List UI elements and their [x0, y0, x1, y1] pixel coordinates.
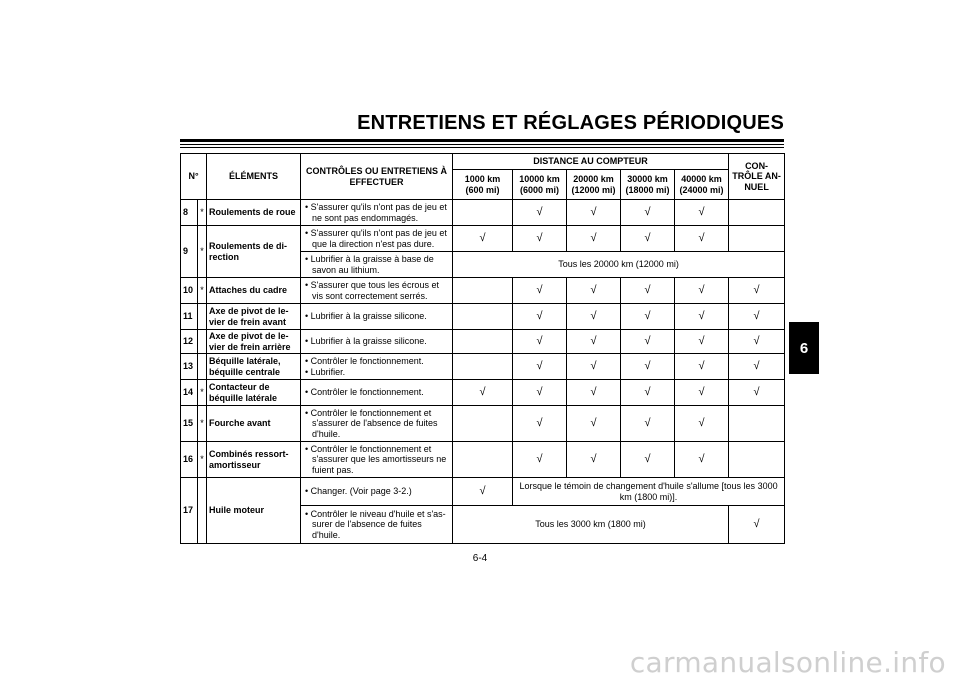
- page-number: 6-4: [472, 553, 488, 564]
- row-number: 15: [181, 406, 198, 442]
- check-cell: [729, 200, 785, 226]
- check-cell: [729, 406, 785, 442]
- interval-note: Lorsque le témoin de changement d'huile s'allume [tous les 3000 km (1800 mi)].: [513, 478, 785, 506]
- check-cell: √: [513, 330, 567, 354]
- row-number: 13: [181, 354, 198, 380]
- header-distance-30000: 30000 km (18000 mi): [621, 170, 675, 200]
- check-cell: [453, 442, 513, 478]
- header-distance-20000: 20000 km (12000 mi): [567, 170, 621, 200]
- table-row: [181, 226, 785, 252]
- row-element: Roulements de roue: [207, 200, 301, 226]
- row-number: 16: [181, 442, 198, 478]
- row-action: [301, 278, 453, 304]
- table-row: [181, 330, 785, 354]
- row-element: Béquille latérale, béquille centrale: [207, 354, 301, 380]
- header-distance-1000: 1000 km (600 mi): [453, 170, 513, 200]
- action-text: • Lubrifier à la graisse silicone.: [305, 336, 427, 347]
- check-cell: √: [729, 330, 785, 354]
- row-star: [198, 330, 207, 354]
- row-star: *: [198, 442, 207, 478]
- check-cell: [453, 278, 513, 304]
- header-distance: DISTANCE AU COMPTEUR: [453, 154, 729, 170]
- check-cell: √: [729, 380, 785, 406]
- row-star: [198, 478, 207, 544]
- check-cell: √: [621, 442, 675, 478]
- action-text: • Contrôler le fonctionnement.: [305, 387, 424, 398]
- check-cell: √: [621, 380, 675, 406]
- check-cell: √: [567, 304, 621, 330]
- row-action: [301, 442, 453, 478]
- row-star: *: [198, 200, 207, 226]
- row-star: *: [198, 278, 207, 304]
- action-text: • Contrôler le fonctionnement et s'assurer de l'absence de fuites d'huile.: [305, 407, 438, 439]
- row-number: 8: [181, 200, 198, 226]
- table-row: [181, 354, 785, 380]
- row-number: 14: [181, 380, 198, 406]
- check-cell: [453, 406, 513, 442]
- check-cell: √: [675, 442, 729, 478]
- check-cell: √: [675, 200, 729, 226]
- row-action: [301, 252, 453, 278]
- row-element: Contacteur de béquille latérale: [207, 380, 301, 406]
- row-number: 9: [181, 226, 198, 278]
- check-cell: √: [567, 278, 621, 304]
- check-cell: √: [567, 226, 621, 252]
- check-cell: √: [513, 354, 567, 380]
- action-text: • S'assurer qu'ils n'ont pas de jeu et que la direction n'est pas dure.: [305, 228, 447, 249]
- row-element: Attaches du cadre: [207, 278, 301, 304]
- check-cell: [729, 442, 785, 478]
- table-row: [181, 380, 785, 406]
- row-action: [301, 200, 453, 226]
- check-cell: √: [675, 278, 729, 304]
- check-cell: √: [621, 226, 675, 252]
- check-cell: √: [567, 406, 621, 442]
- row-star: *: [198, 406, 207, 442]
- check-cell: √: [621, 304, 675, 330]
- row-element: Axe de pivot de le- vier de frein arrière: [207, 330, 301, 354]
- check-cell: √: [513, 226, 567, 252]
- maintenance-table: [180, 153, 785, 544]
- row-element: Combinés ressort- amortisseur: [207, 442, 301, 478]
- check-cell: √: [621, 278, 675, 304]
- row-element: Axe de pivot de le- vier de frein avant: [207, 304, 301, 330]
- row-number: 10: [181, 278, 198, 304]
- check-cell: √: [621, 354, 675, 380]
- table-row: [181, 278, 785, 304]
- table-row: [181, 200, 785, 226]
- check-cell: √: [567, 200, 621, 226]
- check-cell: √: [513, 278, 567, 304]
- check-cell: √: [675, 330, 729, 354]
- action-text: • Lubrifier à la graisse à base de savon au lithium.: [305, 254, 434, 275]
- action-text: • Contrôler le fonctionnement et s'assurer que les amortisseurs ne fuient pas.: [305, 443, 447, 475]
- header-distance-10000: 10000 km (6000 mi): [513, 170, 567, 200]
- action-text: • Lubrifier.: [305, 366, 346, 377]
- check-cell: √: [453, 380, 513, 406]
- row-action: [301, 226, 453, 252]
- check-cell: √: [675, 304, 729, 330]
- row-number: 11: [181, 304, 198, 330]
- interval-note: Tous les 3000 km (1800 mi): [453, 506, 729, 544]
- table-row: [181, 442, 785, 478]
- check-cell: √: [729, 304, 785, 330]
- check-cell: √: [513, 200, 567, 226]
- action-text: • S'assurer que tous les écrous et vis sont correctement serrés.: [305, 280, 439, 301]
- check-cell: √: [513, 442, 567, 478]
- check-cell: √: [621, 330, 675, 354]
- check-cell: √: [513, 380, 567, 406]
- row-star: [198, 354, 207, 380]
- check-cell: [453, 330, 513, 354]
- check-cell: √: [729, 278, 785, 304]
- row-star: [198, 304, 207, 330]
- check-cell: [453, 200, 513, 226]
- row-action: [301, 478, 453, 506]
- header-distance-40000: 40000 km (24000 mi): [675, 170, 729, 200]
- check-cell: √: [513, 406, 567, 442]
- check-cell: √: [621, 200, 675, 226]
- check-cell: √: [567, 330, 621, 354]
- check-cell: √: [567, 354, 621, 380]
- table-row: [181, 406, 785, 442]
- title-rule-thin: [180, 144, 784, 145]
- check-cell: √: [567, 442, 621, 478]
- header-controls: CONTRÔLES OU ENTRETIENS À EFFECTUER: [301, 154, 453, 200]
- row-action: [301, 330, 453, 354]
- header-annual: CON- TRÔLE AN- NUEL: [729, 154, 785, 200]
- check-cell: [453, 354, 513, 380]
- check-cell: √: [513, 304, 567, 330]
- header-elements: ÉLÉMENTS: [207, 154, 301, 200]
- row-star: *: [198, 226, 207, 278]
- chapter-tab: 6: [789, 322, 819, 374]
- row-number: 17: [181, 478, 198, 544]
- check-cell: √: [453, 478, 513, 506]
- table-row: [181, 478, 785, 506]
- action-text: • Contrôler le niveau d'huile et s'as- surer de l'absence de fuites d'huile.: [305, 508, 446, 540]
- action-text: • Changer. (Voir page 3-2.): [305, 486, 412, 497]
- check-cell: √: [729, 506, 785, 544]
- check-cell: √: [675, 380, 729, 406]
- action-text: • Lubrifier à la graisse silicone.: [305, 311, 427, 322]
- row-action: [301, 506, 453, 544]
- check-cell: [453, 304, 513, 330]
- check-cell: √: [675, 406, 729, 442]
- check-cell: √: [567, 380, 621, 406]
- check-cell: √: [621, 406, 675, 442]
- check-cell: √: [453, 226, 513, 252]
- action-text: • S'assurer qu'ils n'ont pas de jeu et ne sont pas endommagés.: [305, 202, 447, 223]
- title-rule-thick: [180, 139, 784, 142]
- check-cell: [729, 226, 785, 252]
- watermark: carmanualsonline.info: [629, 646, 946, 679]
- interval-note: Tous les 20000 km (12000 mi): [453, 252, 785, 278]
- row-action: [301, 380, 453, 406]
- page-title: ENTRETIENS ET RÉGLAGES PÉRIODIQUES: [357, 112, 784, 134]
- row-action: [301, 304, 453, 330]
- row-star: *: [198, 380, 207, 406]
- check-cell: √: [675, 226, 729, 252]
- action-text: • Contrôler le fonctionnement.: [305, 356, 424, 366]
- check-cell: √: [729, 354, 785, 380]
- check-cell: √: [675, 354, 729, 380]
- row-element: Fourche avant: [207, 406, 301, 442]
- table-row: [181, 304, 785, 330]
- row-action: [301, 406, 453, 442]
- header-num: N°: [181, 154, 207, 200]
- row-element: Roulements de di- rection: [207, 226, 301, 278]
- row-element: Huile moteur: [207, 478, 301, 544]
- row-number: 12: [181, 330, 198, 354]
- title-rule-thin: [180, 147, 784, 148]
- row-action: [301, 354, 453, 380]
